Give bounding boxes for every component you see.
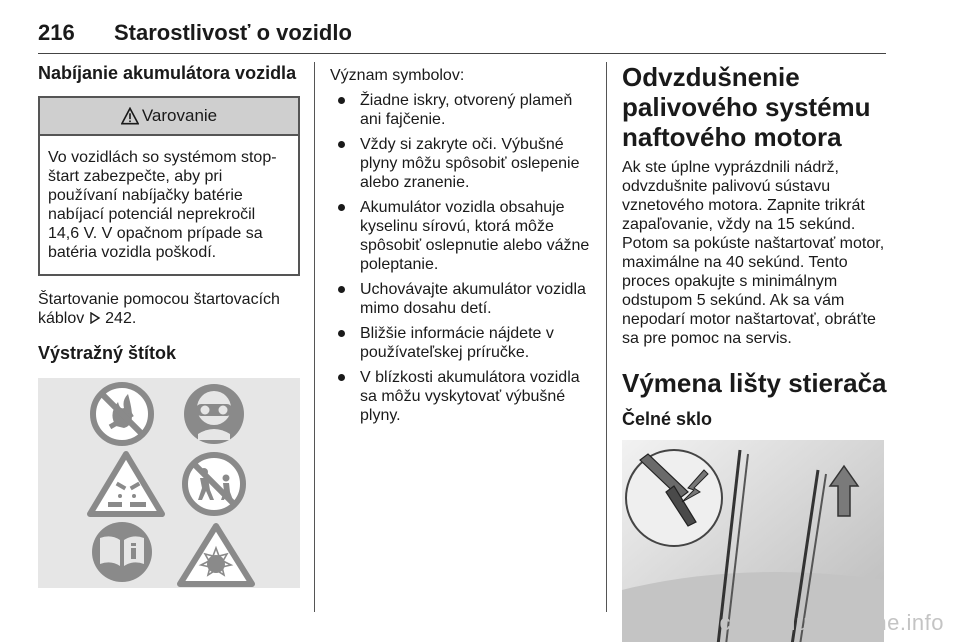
page-header (38, 14, 886, 54)
column-3 (622, 62, 888, 642)
jumpstart-text: Štartovanie pomocou štartovacích káblov (38, 291, 280, 327)
list-item-text: V blízkosti akumulátora vozidla sa môžu vyskytovať výbušné plyny. (360, 369, 580, 424)
section-heading-wiper: Výmena lišty stierača (622, 368, 887, 398)
explosive-gas-icon (180, 526, 252, 584)
bullet-icon (338, 204, 345, 211)
symbols-graphic (38, 378, 300, 588)
list-item (330, 198, 590, 274)
list-item-text: Akumulátor vozidla obsahuje kyselinu sírovú, ktorá môže spôsobiť oslepnutie alebo vážne poleptanie. (360, 199, 590, 273)
list-item-text: Bližšie informácie nájdete v používateľskej príručke. (360, 325, 554, 361)
warning-header (40, 98, 298, 136)
reference-arrow-icon (89, 312, 101, 324)
jumpstart-paragraph (38, 290, 300, 328)
subheading-windshield: Čelné sklo (622, 409, 713, 429)
bullet-icon (338, 330, 345, 337)
corrosive-acid-icon (90, 454, 162, 514)
column-divider (606, 62, 607, 612)
section-heading-label: Výstražný štítok (38, 343, 177, 363)
fuel-bleed-body: Ak ste úplne vyprázdnili nádrž, odvzdušnite palivovú sústavu vznetového motora. Zapnite trikrát zapaľovanie, vždy na 15 sekúnd. Potom sa pokúste naštartovať motor, maximálne na 40 sekúnd. Tento proces opakujte s minimálnym odstupom 5 sekúnd. Ak sa vám nepodarí motor naštartovať, obráťte sa pre pomoc na servis. (622, 159, 885, 347)
column-1 (38, 62, 300, 588)
list-item-text: Uchovávajte akumulátor vozidla mimo dosahu detí. (360, 281, 586, 317)
bullet-icon (338, 374, 345, 381)
list-item (330, 368, 590, 425)
list-item (330, 280, 590, 318)
no-fire-smoking-icon (93, 385, 151, 443)
symbols-list (330, 91, 590, 425)
list-item-text: Vždy si zakryte oči. Výbušné plyny môžu spôsobiť oslepenie alebo zranenie. (360, 136, 580, 191)
list-item-text: Žiadne iskry, otvorený plameň ani fajčenie. (360, 92, 573, 128)
column-2 (330, 66, 590, 431)
warning-label: Varovanie (141, 106, 218, 125)
page-title: Starostlivosť o vozidlo (114, 20, 352, 45)
warning-box (38, 96, 300, 276)
section-heading-fuel-bleed: Odvzdušnenie palivového systému naftového motora (622, 62, 871, 152)
bullet-icon (338, 286, 345, 293)
keep-children-away-icon (185, 455, 243, 513)
warning-label-symbols (38, 378, 300, 588)
warning-triangle-icon (121, 107, 139, 125)
section-heading-charging: Nabíjanie akumulátora vozidla (38, 63, 297, 83)
list-item (330, 91, 590, 129)
bullet-icon (338, 97, 345, 104)
read-manual-icon (92, 522, 152, 582)
eye-protection-icon (184, 384, 244, 444)
symbols-intro: Význam symbolov: (330, 67, 465, 84)
bullet-icon (338, 141, 345, 148)
warning-text: Vo vozidlách so systémom stop-štart zabezpečte, aby pri používaní nabíjačky batérie nabíjací potenciál neprekročil 14,6 V. V opačnom prípade sa batéria vozidla poškodí. (48, 149, 277, 261)
page-number: 216 (38, 20, 75, 45)
list-item (330, 135, 590, 192)
list-item (330, 324, 590, 362)
column-divider (314, 62, 315, 612)
watermark: carmanualsonline.info (719, 610, 944, 635)
jumpstart-page-ref[interactable]: 242. (105, 310, 137, 327)
wiper-clip-detail (626, 450, 722, 546)
